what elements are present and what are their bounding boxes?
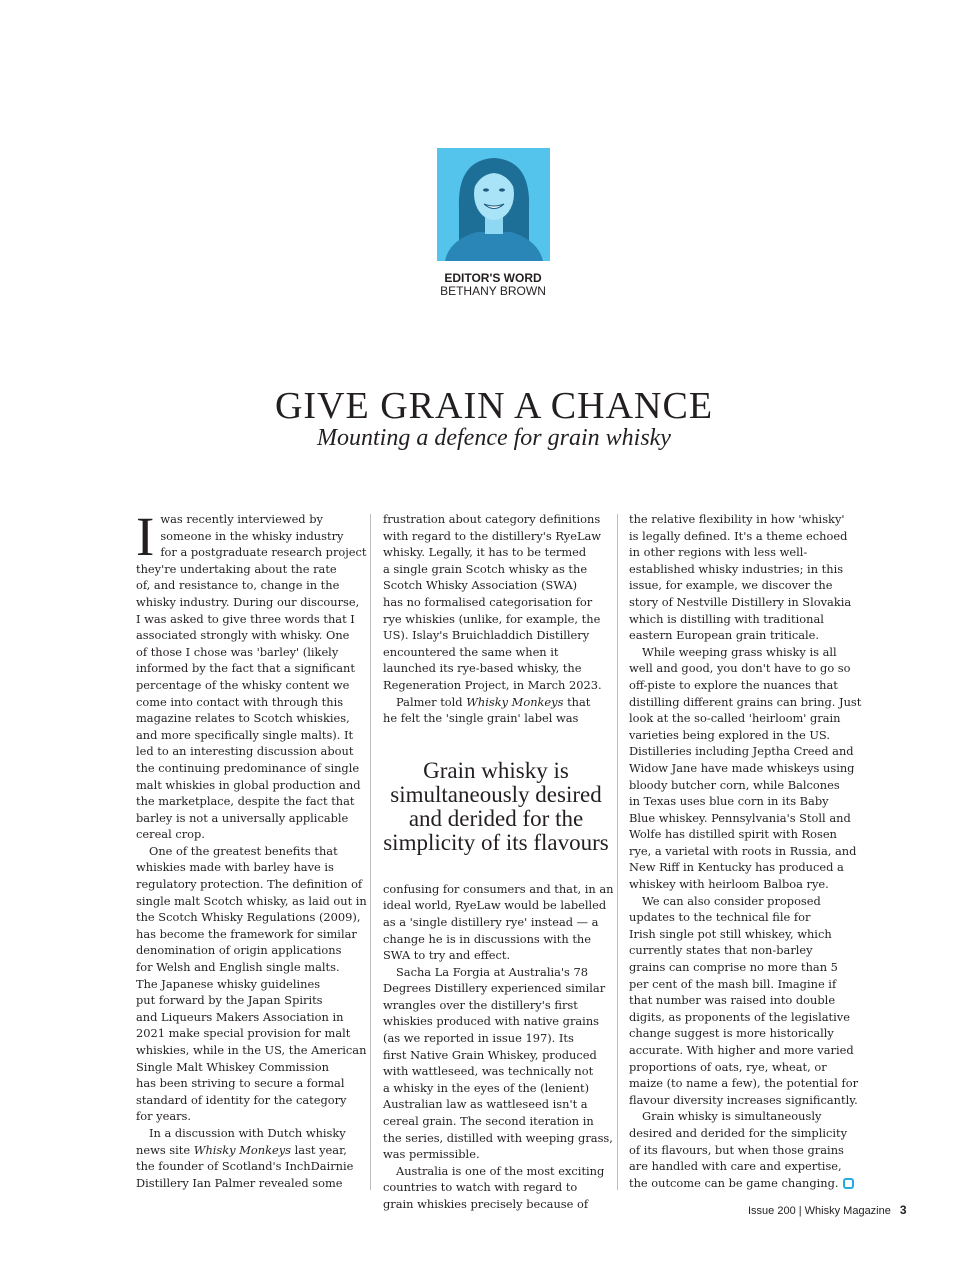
text-fragment: news site (136, 1142, 194, 1157)
text-line: the marketplace, despite the fact that (136, 794, 355, 809)
text-line: maize (to name a few), the potential for (629, 1076, 859, 1091)
byline-author: BETHANY BROWN (440, 284, 546, 298)
text-line: change he is in discussions with the (383, 931, 591, 946)
text-line: and Liqueurs Makers Association in (136, 1009, 344, 1024)
text-line: SWA to try and effect. (383, 948, 511, 963)
text-line: off-piste to explore the nuances that (629, 677, 838, 692)
text-line: with regard to the distillery's RyeLaw (383, 528, 602, 543)
text-line: whiskies produced with native grains (383, 1014, 600, 1029)
text-fragment: that (563, 694, 591, 709)
text-line: in Texas uses blue corn in its Baby (629, 794, 829, 809)
text-line: magazine relates to Scotch whiskies, (136, 711, 350, 726)
publication-name: Whisky Monkeys (466, 694, 564, 709)
article-column-1 (136, 506, 367, 1191)
text-line: informed by the fact that a significant (136, 661, 355, 676)
drop-cap: I (136, 506, 155, 567)
text-line: Grain whisky is simultaneously (642, 1109, 822, 1124)
text-line: proportions of oats, rye, wheat, or (629, 1059, 827, 1074)
text-line: with wattleseed, was technically not (383, 1064, 594, 1079)
text-line: Regeneration Project, in March 2023. (383, 677, 602, 692)
byline-label: EDITOR'S WORD (444, 271, 542, 285)
text-line: for Welsh and English single malts. (136, 960, 340, 975)
text-line: While weeping grass whisky is all (642, 644, 837, 659)
text-line: Single Malt Whiskey Commission (136, 1059, 329, 1074)
text-line: Australian law as wattleseed isn't a (383, 1097, 588, 1112)
text-line: Scotch Whisky Association (SWA) (383, 578, 578, 593)
text-line: whisky industry. During our discourse, (136, 594, 360, 609)
paragraph (383, 694, 609, 727)
text-line: associated strongly with whisky. One (136, 628, 350, 643)
text-line: a whisky in the eyes of the (lenient) (383, 1080, 590, 1095)
paragraph (383, 511, 609, 694)
text-line: Irish single pot still whiskey, which (629, 926, 832, 941)
text-line: I was asked to give three words that I (136, 611, 355, 626)
text-line: malt whiskies in global production and (136, 777, 361, 792)
text-line: bloody butcher corn, while Balcones (629, 777, 840, 792)
editor-portrait-image (437, 148, 550, 261)
text-line: Blue whiskey. Pennsylvania's Stoll and (629, 810, 851, 825)
article-standfirst: Mounting a defence for grain whisky (317, 425, 671, 451)
text-line: single malt Scotch whisky, as laid out in (136, 893, 367, 908)
text-fragment: Palmer told (396, 694, 467, 709)
text-line: issue, for example, we discover the (629, 578, 833, 593)
text-line: are handled with care and expertise, (629, 1159, 842, 1174)
text-line: currently states that non-barley (629, 943, 813, 958)
text-line: change suggest is more historically (629, 1026, 834, 1041)
text-line: has been striving to secure a formal (136, 1076, 345, 1091)
text-line: grain whiskies precisely because of (383, 1197, 589, 1211)
text-line: Wolfe has distilled spirit with Rosen (629, 827, 837, 842)
text-line: cereal crop. (136, 827, 205, 842)
text-line: One of the greatest benefits that (149, 843, 338, 858)
text-line: they're undertaking about the rate (136, 561, 337, 576)
footer-issue-text: Issue 200 | Whisky Magazine (748, 1205, 891, 1217)
paragraph (383, 881, 614, 964)
text-line: launched its rye-based whisky, the (383, 661, 582, 676)
paragraph (383, 1163, 609, 1213)
publication-name: Whisky Monkeys (193, 1142, 292, 1157)
text-line: whiskey with heirloom Balboa rye. (629, 877, 829, 892)
text-line: the Scotch Whisky Regulations (2009), (136, 910, 361, 925)
text-line: (as we reported in issue 197). Its (383, 1031, 574, 1046)
text-line: of its flavours, but when those grains (629, 1142, 844, 1157)
text-line: rye whiskies (unlike, for example, the (383, 611, 601, 626)
paragraph (136, 506, 367, 843)
text-line: he felt the 'single grain' label was (383, 711, 579, 726)
text-line: is legally defined. It's a theme echoed (629, 528, 848, 543)
text-line: desired and derided for the simplicity (629, 1125, 848, 1140)
text-line: Australia is one of the most exciting (396, 1163, 605, 1178)
paragraph (629, 511, 855, 644)
text-line: as a 'single distillery rye' instead — a (383, 914, 599, 929)
text-fragment: the outcome can be game changing. (629, 1175, 839, 1190)
text-line: was permissible. (383, 1147, 480, 1162)
pull-quote-line: and derided for the (408, 805, 584, 831)
text-line: that number was raised into double (629, 993, 836, 1008)
column-divider (370, 514, 371, 1190)
text-line: a single grain Scotch whisky as the (383, 561, 588, 576)
paragraph (136, 1125, 362, 1191)
text-line: grains can comprise no more than 5 (629, 960, 838, 975)
text-line (383, 694, 609, 711)
text-line: We can also consider proposed (642, 893, 821, 908)
text-line: countries to watch with regard to (383, 1180, 578, 1195)
pull-quote-line: simultaneously desired (390, 781, 602, 807)
text-line: well and good, you don't have to go so (629, 661, 851, 676)
text-line: Sacha La Forgia at Australia's 78 (396, 964, 589, 979)
text-line: wrangles over the distillery's first (383, 997, 578, 1012)
paragraph (629, 1108, 855, 1191)
article-column-2 (383, 511, 614, 1213)
pull-quote-line: simplicity of its flavours (383, 829, 609, 855)
text-line: for a postgraduate research project (160, 545, 367, 560)
text-line: confusing for consumers and that, in an (383, 881, 614, 896)
pull-quote-line: Grain whisky is (423, 757, 569, 783)
text-line: frustration about category definitions (383, 512, 601, 526)
text-line: percentage of the whisky content we (136, 677, 350, 692)
text-line: story of Nestville Distillery in Slovakia (629, 594, 852, 609)
text-line: varieties being explored in the US. (629, 727, 830, 742)
text-line: whiskies made with barley have is (136, 860, 334, 875)
text-line: of, and resistance to, change in the (136, 578, 340, 593)
text-line: whiskies, while in the US, the American (136, 1043, 367, 1057)
text-line: has become the framework for similar (136, 926, 357, 941)
text-line: Widow Jane have made whiskeys using (629, 760, 855, 775)
text-line: of those I chose was 'barley' (likely (136, 644, 339, 659)
text-line: New Riff in Kentucky has produced a (629, 860, 844, 875)
editor-portrait (437, 148, 550, 261)
text-line: was recently interviewed by (160, 512, 323, 526)
text-line: eastern European grain triticale. (629, 628, 820, 643)
text-line: In a discussion with Dutch whisky (149, 1125, 346, 1140)
text-line: the series, distilled with weeping grass, (383, 1130, 613, 1145)
text-line: the relative flexibility in how 'whisky' (629, 512, 845, 526)
text-line: US). Islay's Bruichladdich Distillery (383, 628, 590, 643)
text-line: denomination of origin applications (136, 943, 342, 958)
article-headline: GIVE GRAIN A CHANCE (274, 385, 714, 427)
byline (383, 272, 603, 298)
text-line: flavour diversity increases significantly. (629, 1092, 858, 1107)
text-line: the continuing predominance of single (136, 760, 360, 775)
paragraph (383, 964, 613, 1163)
text-line: 2021 make special provision for malt (136, 1026, 351, 1041)
text-line: look at the so-called 'heirloom' grain (629, 711, 841, 726)
text-line: accurate. With higher and more varied (629, 1043, 854, 1057)
text-line: per cent of the mash bill. Imagine if (629, 976, 837, 991)
text-line: established whisky industries; in this (629, 561, 844, 576)
text-line: distilling different grains can bring. Just (629, 694, 862, 709)
text-line: updates to the technical file for (629, 910, 811, 925)
text-line: cereal grain. The second iteration in (383, 1114, 594, 1129)
text-line: ideal world, RyeLaw would be labelled (383, 898, 607, 913)
paragraph (136, 843, 367, 1125)
text-line: and more specifically single malts). It (136, 727, 354, 742)
page-number: 3 (899, 1203, 907, 1217)
text-line (629, 1175, 855, 1192)
text-line: put forward by the Japan Spirits (136, 993, 323, 1008)
paragraph (629, 644, 862, 893)
text-line: Degrees Distillery experienced similar (383, 981, 606, 996)
column-divider (617, 514, 618, 1190)
text-line: first Native Grain Whiskey, produced (383, 1047, 597, 1062)
text-line: led to an interesting discussion about (136, 744, 354, 759)
text-line: whisky. Legally, it has to be termed (383, 545, 587, 560)
text-line: for years. (136, 1109, 192, 1124)
text-line: which is distilling with traditional (629, 611, 824, 626)
text-line: digits, as proponents of the legislative (629, 1009, 850, 1024)
paragraph (629, 893, 859, 1109)
page-footer (748, 1203, 907, 1217)
end-of-article-icon (843, 1178, 854, 1189)
text-line: The Japanese whisky guidelines (136, 976, 321, 991)
text-line: in other regions with less well- (629, 545, 808, 560)
text-line: rye, a varietal with roots in Russia, and (629, 843, 857, 858)
text-line: has no formalised categorisation for (383, 594, 593, 609)
text-line: come into contact with through this (136, 694, 344, 709)
pull-quote (383, 759, 609, 855)
text-line: barley is not a universally applicable (136, 810, 349, 825)
text-line: Distilleries including Jeptha Creed and (629, 744, 854, 759)
text-line: Distillery Ian Palmer revealed some (136, 1175, 343, 1190)
text-line: standard of identity for the category (136, 1092, 347, 1107)
text-line (136, 1142, 362, 1159)
text-line: someone in the whisky industry (160, 528, 344, 543)
article-column-3 (629, 511, 862, 1191)
text-line: the founder of Scotland's InchDairnie (136, 1159, 354, 1174)
text-line: encountered the same when it (383, 644, 559, 659)
text-line: regulatory protection. The definition of (136, 877, 363, 892)
text-fragment: last year, (291, 1142, 347, 1157)
